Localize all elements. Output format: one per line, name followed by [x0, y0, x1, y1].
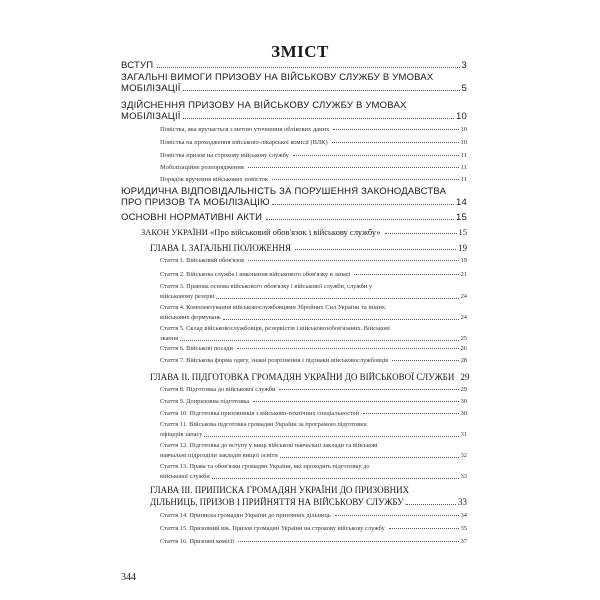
- toc-entry-page: 21: [460, 271, 467, 278]
- toc-entry-page: 33: [460, 473, 467, 480]
- dot-leader: [248, 260, 458, 261]
- toc-entry-page: 5: [461, 83, 467, 94]
- toc-entry-label-line2: військової служби: [160, 473, 210, 480]
- toc-entry-page: 32: [460, 452, 467, 459]
- dot-leader: [157, 67, 459, 68]
- toc-entry-label-line1: ЮРИДИЧНА ВІДПОВІДАЛЬНІСТЬ ЗА ПОРУШЕННЯ ЗАКОНОДАВСТВА: [121, 186, 447, 197]
- toc-entry-label-line2: звання: [160, 335, 179, 342]
- toc-entry-label-line1: Стаття 13. Права та обов'язки громадян України, які проходять підготовку до: [160, 463, 370, 470]
- toc-entry-label-line2: військовому резерві: [160, 293, 215, 300]
- toc-entry-label: Порядок вручення військових повісток: [160, 176, 269, 183]
- toc-entry-page: 11: [460, 164, 467, 171]
- toc-entry-label: Стаття 6. Військові посади: [160, 345, 233, 352]
- toc-entry-label-line2: МОБІЛІЗАЦІЇ: [121, 83, 181, 94]
- dot-leader: [293, 155, 459, 156]
- toc-entry-zahalni: [121, 72, 467, 94]
- toc-article: [160, 441, 467, 461]
- toc-entry-label: Стаття 2. Військова служба і виконання військового обов'язку в запасі: [160, 271, 351, 278]
- dot-leader: [248, 167, 459, 168]
- dot-leader: [204, 436, 458, 437]
- toc-subentry: [160, 139, 467, 146]
- toc-chapter-2: [150, 372, 470, 382]
- toc-entry-label: Повістка, яка вручається з метою уточнення облікових даних: [160, 126, 330, 133]
- toc-entry-label-line2: МОБІЛІЗАЦІЇ: [121, 111, 181, 122]
- toc-entry-vstup: [121, 60, 467, 71]
- toc-entry-page: 34: [460, 512, 467, 519]
- dot-leader: [180, 340, 459, 341]
- toc-entry-page: 15: [456, 212, 467, 223]
- toc-entry-page: 10: [456, 111, 467, 122]
- toc-entry-page: 31: [460, 431, 467, 438]
- toc-entry-label-line2: офіцерів запасу: [160, 431, 203, 438]
- dot-leader: [183, 90, 460, 91]
- toc-entry-label-line2: навчальні підрозділи закладів вищої освіти: [160, 452, 278, 459]
- toc-entry-page: 33: [458, 497, 467, 507]
- toc-chapter-3: [150, 484, 467, 508]
- dot-leader: [363, 413, 459, 414]
- toc-subentry: [160, 152, 467, 159]
- toc-entry-zdiysnennia: [121, 100, 467, 122]
- toc-entry-page: 14: [456, 197, 467, 208]
- toc-entry-label-line1: ЗАГАЛЬНІ ВИМОГИ ПРИЗОВУ НА ВІЙСЬКОВУ СЛУЖБУ В УМОВАХ: [121, 72, 434, 83]
- toc-entry-label: ВСТУП: [121, 60, 154, 71]
- toc-entry-page: 24: [460, 314, 467, 321]
- toc-subentry: [160, 126, 467, 133]
- toc-entry-label-line1: Стаття 11. Військова підготовка громадян України за програмою підготовки: [160, 421, 367, 428]
- toc-entry-page: 25: [460, 335, 467, 342]
- dot-leader: [389, 528, 459, 529]
- dot-leader: [333, 129, 458, 130]
- dot-leader: [253, 401, 459, 402]
- toc-entry-label: ЗАКОН УКРАЇНИ «Про військовий обов'язок і військову службу»: [141, 227, 381, 237]
- toc-entry-label: Стаття 10. Підготовка призовників з військово-технічних спеціальностей: [160, 410, 360, 417]
- dot-leader: [238, 541, 458, 542]
- toc-entry-label-line1: Стаття 12. Підготовка до вступу у вищі військові навчальні заклади та військові: [160, 442, 378, 449]
- toc-entry-page: 24: [460, 293, 467, 300]
- toc-entry-page: 11: [460, 176, 467, 183]
- toc-entry-label: Стаття 7. Військова форма одягу, знаки розрізнення і підзнаки військовослужбовців: [160, 357, 389, 364]
- toc-entry-label-line2: ПРО ПРИЗОВ ТА МОБІЛІЗАЦІЮ: [121, 197, 270, 208]
- dot-leader: [295, 249, 456, 250]
- toc-entry-label: Стаття 14. Приписка громадян України до призовних дільниць: [160, 512, 331, 519]
- toc-entry-label: Стаття 9. Допризовна підготовка: [160, 398, 250, 405]
- toc-entry-page: 30: [460, 398, 467, 405]
- dot-leader: [406, 504, 456, 505]
- toc-entry-page: 28: [460, 357, 467, 364]
- toc-entry-label: Мобілізаційне розпорядження: [160, 164, 244, 171]
- toc-entry-label: Повістка на проходження військово-лікарської комісії (ВЛК): [160, 139, 328, 146]
- dot-leader: [354, 274, 458, 275]
- toc-entry-label: ГЛАВА І. ЗАГАЛЬНІ ПОЛОЖЕННЯ: [150, 243, 292, 253]
- dot-leader: [216, 298, 458, 299]
- toc-entry-label: Стаття 16. Призовні комісії: [160, 538, 235, 545]
- dot-leader: [279, 389, 458, 390]
- toc-article: [160, 410, 467, 417]
- dot-leader: [385, 233, 457, 234]
- toc-entry-page: 26: [460, 345, 467, 352]
- toc-entry-label-line1: Стаття 3. Правова основа військового обов'язку і військової служби, служби у: [160, 283, 373, 290]
- dot-leader: [223, 319, 459, 320]
- toc-entry-page: 19: [460, 257, 467, 264]
- toc-entry-page: 37: [460, 538, 467, 545]
- toc-entry-osnovni: [121, 212, 467, 223]
- toc-entry-page: 15: [458, 227, 467, 237]
- toc-entry-zakon: [141, 227, 467, 237]
- page-number: 344: [121, 572, 136, 583]
- toc-subentry: [160, 164, 467, 171]
- dot-leader: [392, 360, 458, 361]
- toc-entry-label-line1: ЗДІЙСНЕННЯ ПРИЗОВУ НА ВІЙСЬКОВУ СЛУЖБУ В УМОВАХ: [121, 100, 407, 111]
- dot-leader: [272, 179, 459, 180]
- toc-entry-yurydychna: [121, 186, 467, 208]
- toc-entry-label: Стаття 8. Підготовка до військової служби: [160, 386, 276, 393]
- toc-entry-label-line1: Стаття 4. Комплектування військовослужбовцями Збройних Сил України та інших: [160, 304, 386, 311]
- toc-article: [160, 345, 467, 352]
- toc-article: [160, 303, 467, 323]
- toc-entry-label: ГЛАВА ІІ. ПІДГОТОВКА ГРОМАДЯН УКРАЇНИ ДО ВІЙСЬКОВОЇ СЛУЖБИ: [150, 372, 455, 382]
- toc-article: [160, 420, 467, 440]
- toc-article: [160, 386, 467, 393]
- toc-chapter-1: [150, 243, 467, 253]
- toc-entry-label: Стаття 1. Військовий обов'язок: [160, 257, 245, 264]
- toc-article: [160, 538, 467, 545]
- toc-entry-page: 29: [460, 372, 470, 382]
- toc-article: [160, 282, 467, 302]
- toc-article: [160, 398, 467, 405]
- toc-entry-page: 11: [460, 152, 467, 159]
- toc-entry-label-line2: ДІЛЬНИЦЬ, ПРИЗОВ І ПРИЙНЯТТЯ НА ВІЙСЬКОВУ СЛУЖБУ: [150, 497, 404, 507]
- dot-leader: [237, 348, 459, 349]
- dot-leader: [335, 515, 459, 516]
- dot-leader: [212, 478, 459, 479]
- dot-leader: [280, 457, 459, 458]
- toc-entry-label: Повістка призов на строкову військову службу: [160, 152, 289, 159]
- dot-leader: [266, 219, 454, 220]
- toc-entry-page: 10: [460, 126, 467, 133]
- toc-article: [160, 525, 467, 532]
- toc-entry-label: Стаття 15. Призовний вік. Призов громадян України на строкову військову службу: [160, 525, 385, 532]
- toc-article: [160, 257, 467, 264]
- dot-leader: [332, 142, 459, 143]
- toc-subentry: [160, 176, 467, 183]
- toc-entry-page: 3: [461, 60, 467, 71]
- toc-entry-label-line2: військових формувань: [160, 314, 221, 321]
- toc-entry-page: 35: [460, 525, 467, 532]
- toc-entry-label: ОСНОВНІ НОРМАТИВНІ АКТИ: [121, 212, 263, 223]
- page-title: ЗМІСТ: [271, 42, 329, 61]
- dot-leader: [272, 204, 454, 205]
- toc-entry-page: 10: [460, 139, 467, 146]
- toc-article: [160, 271, 467, 278]
- toc-article: [160, 324, 467, 344]
- toc-entry-page: 19: [458, 243, 467, 253]
- toc-entry-label-line1: ГЛАВА ІІІ. ПРИПИСКА ГРОМАДЯН УКРАЇНИ ДО ПРИЗОВНИХ: [150, 485, 410, 495]
- toc-entry-label-line1: Стаття 5. Склад військовослужбовців, резервістів і військовозобов'язаних. Військові: [160, 325, 390, 332]
- toc-entry-page: 29: [460, 386, 467, 393]
- toc-article: [160, 357, 467, 364]
- toc-entry-page: 30: [460, 410, 467, 417]
- toc-article: [160, 512, 467, 519]
- dot-leader: [183, 118, 454, 119]
- toc-article: [160, 462, 467, 482]
